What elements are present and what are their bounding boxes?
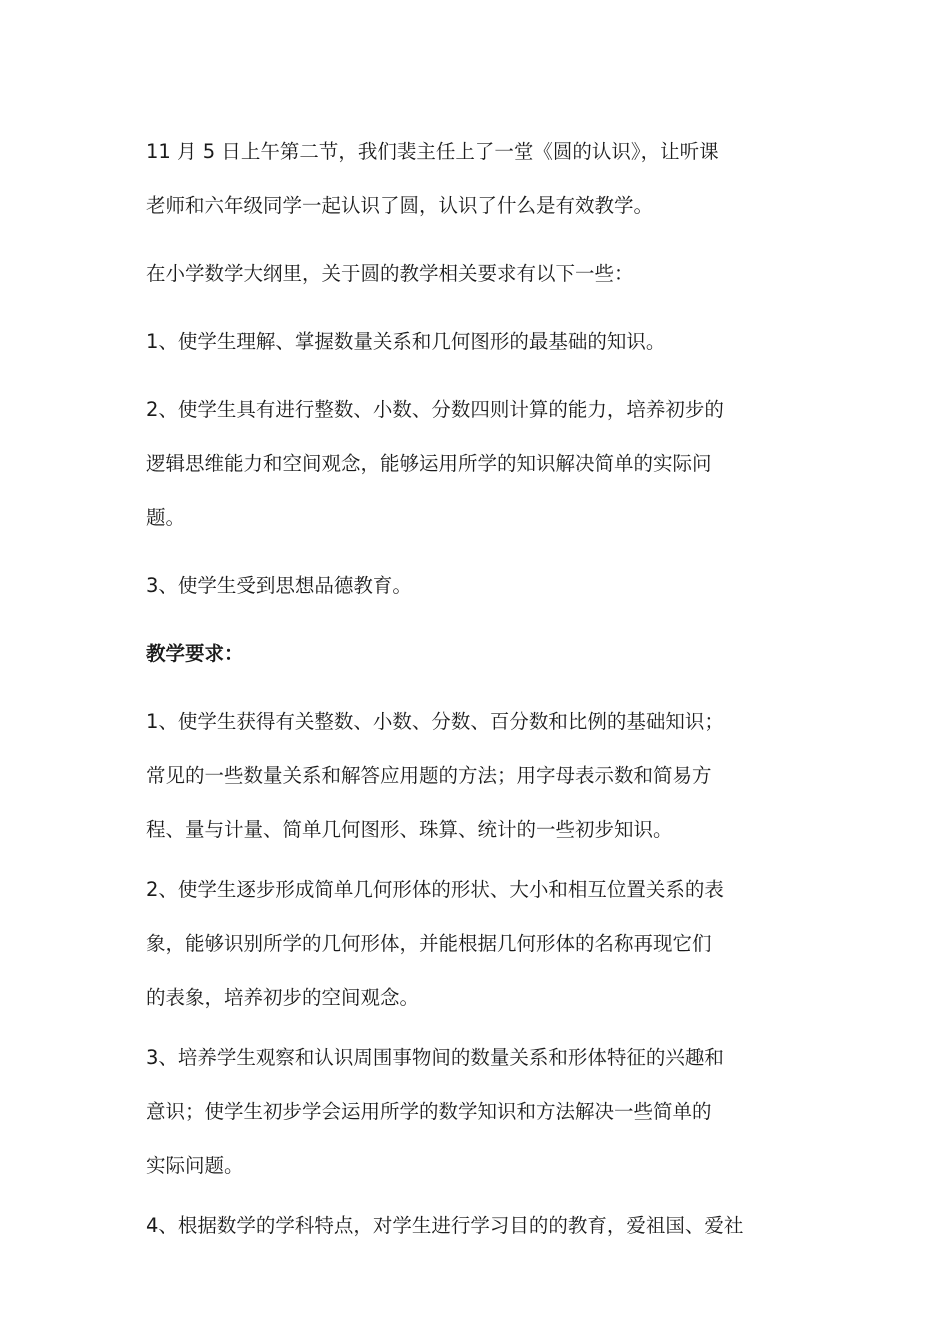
text-line: 1、使学生获得有关整数、小数、分数、百分数和比例的基础知识；: [146, 710, 724, 733]
text-line: 程、量与计量、简单几何图形、珠算、统计的一些初步知识。: [146, 818, 673, 841]
text-line: 1、使学生理解、掌握数量关系和几何图形的最基础的知识。: [146, 330, 666, 353]
section-heading-teaching-requirements: [146, 627, 816, 681]
paragraph-item-2: [146, 383, 816, 545]
text-line: 2、使学生具有进行整数、小数、分数四则计算的能力，培养初步的: [146, 398, 724, 421]
text-line: 常见的一些数量关系和解答应用题的方法；用字母表示数和简易方: [146, 764, 712, 787]
text-line: 4、根据数学的学科特点，对学生进行学习目的的教育，爱祖国、爱社: [146, 1214, 744, 1237]
paragraph-item-1: [146, 315, 816, 369]
text-line: 象，能够识别所学的几何形体，并能根据几何形体的名称再现它们: [146, 932, 712, 955]
paragraph-intro: [146, 125, 816, 233]
text-line: 逻辑思维能力和空间观念，能够运用所学的知识解决简单的实际问: [146, 452, 712, 475]
requirement-item-3: [146, 1031, 816, 1193]
text-line: 的表象，培养初步的空间观念。: [146, 986, 420, 1009]
heading-text: 教学要求：: [146, 642, 244, 665]
paragraph-syllabus: [146, 247, 816, 301]
requirement-item-1: [146, 695, 816, 857]
text-line: 3、培养学生观察和认识周围事物间的数量关系和形体特征的兴趣和: [146, 1046, 724, 1069]
requirement-item-4: [146, 1199, 816, 1253]
text-line: 2、使学生逐步形成简单几何形体的形状、大小和相互位置关系的表: [146, 878, 724, 901]
text-line: 老师和六年级同学一起认识了圆，认识了什么是有效教学。: [146, 194, 654, 217]
paragraph-item-3: [146, 559, 816, 613]
text-line: 意识；使学生初步学会运用所学的数学知识和方法解决一些简单的: [146, 1100, 712, 1123]
text-line: 实际问题。: [146, 1154, 244, 1177]
text-line: 题。: [146, 506, 186, 529]
requirement-item-2: [146, 863, 816, 1025]
document-body: [146, 125, 816, 1253]
text-line: 3、使学生受到思想品德教育。: [146, 574, 412, 597]
text-line: 11 月 5 日上午第二节，我们裴主任上了一堂《圆的认识》，让听课: [146, 140, 719, 163]
text-line: 在小学数学大纲里，关于圆的教学相关要求有以下一些：: [146, 262, 634, 285]
